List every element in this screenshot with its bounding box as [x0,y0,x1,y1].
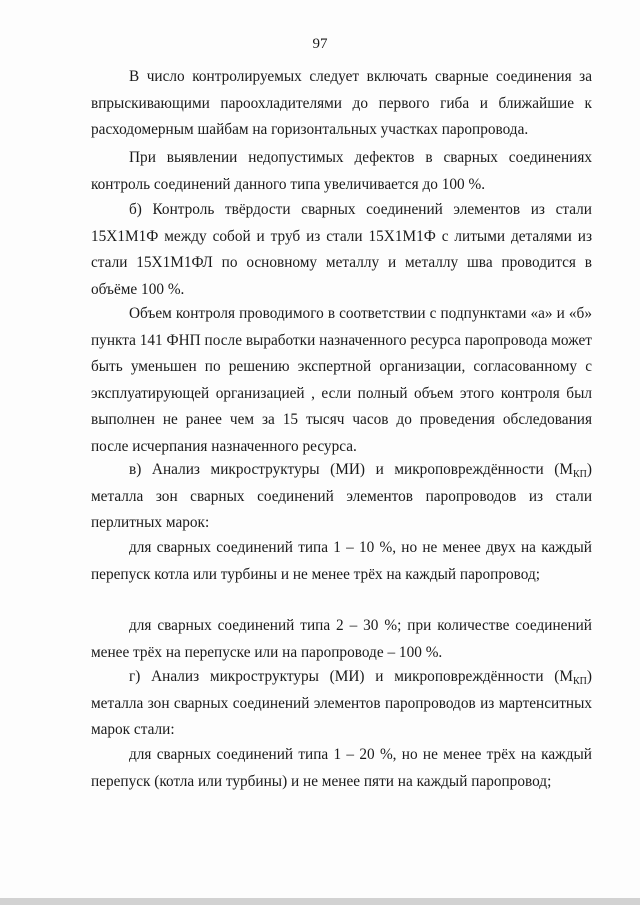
paragraph-martensitic-analysis-part1: г) Анализ микроструктуры (МИ) и микроповреждённости (М [129,668,573,685]
paragraph-welded-joints-scope: В число контролируемых следует включать сварные соединения за впрыскивающими пароохладителями до первого гиба и ближайшие к расходомерным шайбам на горизонтальных участках паропровода. [91,68,592,139]
paragraph-type1-pearlitic: для сварных соединений типа 1 – 10 %, но не менее двух на каждый перепуск котла или турбины и не менее трёх на каждый паропровод; [91,539,592,583]
subscript-kp: КП [572,469,587,480]
paragraph-pearlitic-analysis-part1: в) Анализ микроструктуры (МИ) и микроповреждённости (М [129,461,573,478]
paragraph-pearlitic-analysis [91,457,592,537]
scan-bottom-edge [0,898,640,905]
paragraph-martensitic-analysis-part2: ) металла зон сварных соединений элементов паропроводов из мартенситных марок стали: [91,668,592,739]
paragraph-control-volume: Объем контроля проводимого в соответствии с подпунктами «а» и «б» пункта 141 ФНП после выработки назначенного ресурса паропровода может быть уменьшен по решению экспертной организации, согласованному с эксплуатирующей организацией , если полный объем этого контроля был выполнен не ранее чем за 15 тысяч часов до проведения обследования после исчерпания назначенного ресурса. [91,305,592,455]
paragraph-pearlitic-analysis-part2: ) металла зон сварных соединений элементов паропроводов из стали перлитных марок: [91,461,592,532]
subscript-kp: КП [572,676,587,687]
paragraph-hardness-control: б) Контроль твёрдости сварных соединений элементов из стали 15Х1М1Ф между собой и труб из стали 15Х1М1Ф с литыми деталями из стали 15Х1М1ФЛ по основному металлу и металлу шва проводится в объёме 100 %. [91,201,592,298]
paragraph-type1-martensitic: для сварных соединений типа 1 – 20 %, но не менее трёх на каждый перепуск (котла или турбины) и не менее пяти на каждый паропровод; [91,746,592,790]
paragraph-type2-pearlitic: для сварных соединений типа 2 – 30 %; при количестве соединений менее трёх на перепуске или на паропроводе – 100 %. [91,617,592,661]
paragraph-martensitic-analysis [91,664,592,744]
paragraph-defects-increase: При выявлении недопустимых дефектов в сварных соединениях контроль соединений данного типа увеличивается до 100 %. [91,149,592,193]
page-number: 97 [312,36,328,52]
